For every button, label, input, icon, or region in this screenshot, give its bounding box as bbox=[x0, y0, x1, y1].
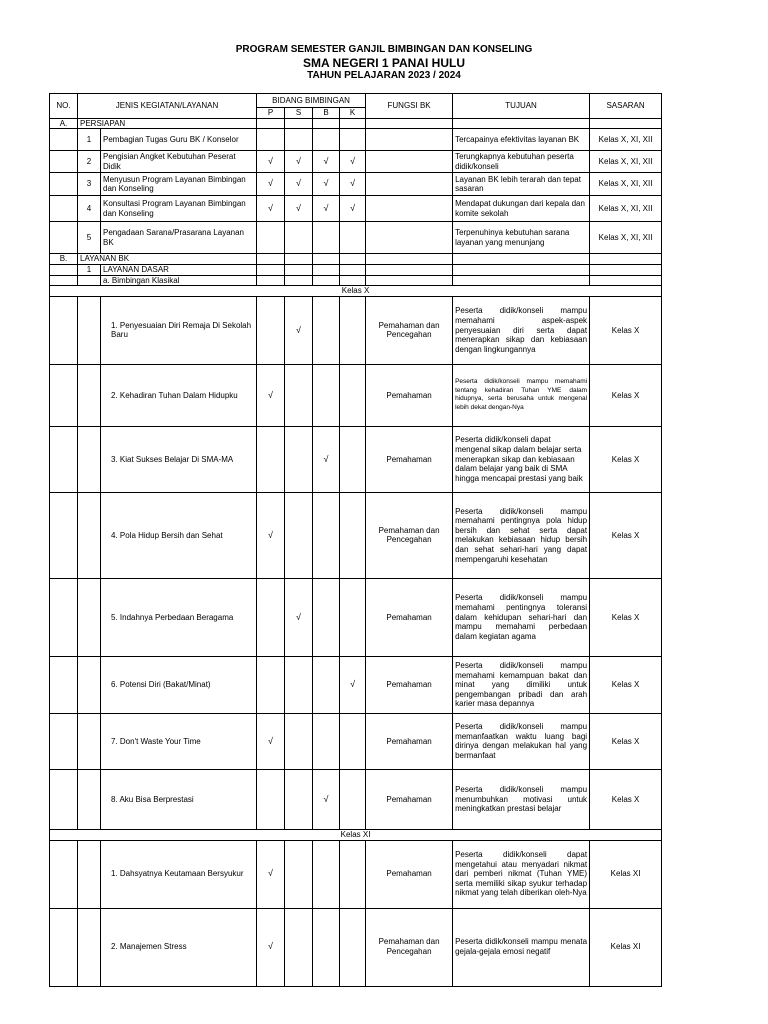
row-no: 1 bbox=[78, 129, 101, 151]
row-name: Pengadaan Sarana/Prasarana Layanan BK bbox=[101, 222, 257, 254]
row-name: 3. Kiat Sukses Belajar Di SMA-MA bbox=[101, 426, 257, 492]
col-p: P bbox=[257, 108, 285, 119]
row-name: Pembagian Tugas Guru BK / Konselor bbox=[101, 129, 257, 151]
academic-year: TAHUN PELAJARAN 2023 / 2024 bbox=[307, 70, 461, 81]
school-name: SMA NEGERI 1 PANAI HULU bbox=[302, 56, 465, 70]
table-row bbox=[50, 173, 662, 196]
table-row bbox=[50, 840, 662, 908]
table-row bbox=[50, 426, 662, 492]
subsection-title: a. Bimbingan Klasikal bbox=[101, 275, 257, 286]
row-sasaran: Kelas X bbox=[590, 713, 662, 769]
row-tujuan: Peserta didik/konseli mampu memahami kemampuan bakat dan minat yang dimiliki untuk pengembangan pribadi dan arah karier masa depannya bbox=[453, 656, 590, 713]
check-mark: √ bbox=[257, 151, 285, 173]
row-tujuan: Peserta didik/konseli mampu menata gejala-gejala emosi negatif bbox=[453, 908, 590, 986]
row-name: 6. Potensi Diri (Bakat/Minat) bbox=[101, 656, 257, 713]
row-name: 7. Don't Waste Your Time bbox=[101, 713, 257, 769]
col-k: K bbox=[340, 108, 366, 119]
section-row bbox=[50, 118, 662, 129]
check-mark: √ bbox=[340, 196, 366, 222]
table-row bbox=[50, 265, 662, 276]
check-mark: √ bbox=[257, 173, 285, 196]
check-mark: √ bbox=[257, 713, 285, 769]
row-fungsi: Pemahaman bbox=[366, 840, 453, 908]
check-mark: √ bbox=[257, 492, 285, 578]
row-sasaran: Kelas X bbox=[590, 296, 662, 364]
check-mark: √ bbox=[285, 151, 313, 173]
table-row bbox=[50, 492, 662, 578]
table-row bbox=[50, 151, 662, 173]
row-name: Menyusun Program Layanan Bimbingan dan Konseling bbox=[101, 173, 257, 196]
check-mark: √ bbox=[257, 908, 285, 986]
check-mark: √ bbox=[313, 196, 340, 222]
row-tujuan: Peserta didik/konseli mampu memahami pentingnya toleransi dalam kehidupan sehari-hari dan mampu memahami perbedaan dalam kegiatan agama bbox=[453, 578, 590, 656]
check-mark: √ bbox=[285, 296, 313, 364]
row-sasaran: Kelas X bbox=[590, 578, 662, 656]
col-b: B bbox=[313, 108, 340, 119]
col-tujuan: TUJUAN bbox=[453, 94, 590, 119]
row-sasaran: Kelas X bbox=[590, 769, 662, 829]
table-row bbox=[50, 296, 662, 364]
section-title: PERSIAPAN bbox=[78, 118, 257, 129]
check-mark: √ bbox=[313, 769, 340, 829]
table-row bbox=[50, 196, 662, 222]
col-fungsi: FUNGSI BK bbox=[366, 94, 453, 119]
table-row bbox=[50, 713, 662, 769]
row-tujuan: Peserta didik/konseli mampu menumbuhkan motivasi untuk meningkatkan prestasi belajar bbox=[453, 769, 590, 829]
row-tujuan: Tercapainya efektivitas layanan BK bbox=[453, 129, 590, 151]
table-row bbox=[50, 275, 662, 286]
table-row bbox=[50, 769, 662, 829]
table-row bbox=[50, 222, 662, 254]
row-tujuan: Peserta didik/konseli dapat mengetahui atau menyadari nikmat dari pemberi nikmat (Tuhan YME) serta memiliki sikap syukur terhadap nikmat yang telah diberikan oleh-Nya bbox=[453, 840, 590, 908]
table-row bbox=[50, 364, 662, 426]
col-s: S bbox=[285, 108, 313, 119]
check-mark: √ bbox=[285, 578, 313, 656]
program-table bbox=[49, 93, 662, 987]
check-mark: √ bbox=[340, 151, 366, 173]
row-tujuan: Terpenuhinya kebutuhan sarana layanan yang menunjang bbox=[453, 222, 590, 254]
check-mark: √ bbox=[340, 656, 366, 713]
row-fungsi: Pemahaman bbox=[366, 578, 453, 656]
row-fungsi: Pemahaman bbox=[366, 769, 453, 829]
check-mark: √ bbox=[340, 173, 366, 196]
row-fungsi: Pemahaman bbox=[366, 364, 453, 426]
row-tujuan: Peserta didik/konseli mampu memahami pentingnya pola hidup bersih dan sehat serta dapat melakukan kebiasaan hidup bersih dan sehat sehari-hari yang dapat mempengaruhi kesehatan bbox=[453, 492, 590, 578]
row-tujuan: Peserta didik/konseli mampu memahami aspek-aspek penyesuaian diri serta dapat menerapkan sikap dan kebiasaan dengan lingkungannya bbox=[453, 296, 590, 364]
check-mark: √ bbox=[285, 196, 313, 222]
row-sasaran: Kelas X bbox=[590, 656, 662, 713]
section-row bbox=[50, 254, 662, 265]
row-name: 4. Pola Hidup Bersih dan Sehat bbox=[101, 492, 257, 578]
row-fungsi: Pemahaman bbox=[366, 713, 453, 769]
row-name: 1. Dahsyatnya Keutamaan Bersyukur bbox=[101, 840, 257, 908]
row-fungsi: Pemahaman dan Pencegahan bbox=[366, 296, 453, 364]
row-fungsi: Pemahaman bbox=[366, 426, 453, 492]
table-row bbox=[50, 908, 662, 986]
table-row bbox=[50, 578, 662, 656]
col-bidang: BIDANG BIMBINGAN bbox=[257, 94, 366, 108]
row-sasaran: Kelas X bbox=[590, 364, 662, 426]
check-mark: √ bbox=[285, 173, 313, 196]
section-letter: A. bbox=[50, 118, 78, 129]
kelas-band: Kelas XI bbox=[50, 829, 662, 840]
row-sasaran: Kelas X, XI, XII bbox=[590, 151, 662, 173]
row-tujuan: Peserta didik/konseli mampu memanfaatkan waktu luang bagi dirinya dengan melakukan hal yang bermanfaat bbox=[453, 713, 590, 769]
row-tujuan: Layanan BK lebih terarah dan tepat sasaran bbox=[453, 173, 590, 196]
row-sasaran: Kelas X bbox=[590, 492, 662, 578]
doc-title: PROGRAM SEMESTER GANJIL BIMBINGAN DAN KONSELING bbox=[235, 44, 533, 55]
row-no: 5 bbox=[78, 222, 101, 254]
table-row bbox=[50, 129, 662, 151]
row-fungsi: Pemahaman bbox=[366, 656, 453, 713]
row-name: 8. Aku Bisa Berprestasi bbox=[101, 769, 257, 829]
check-mark: √ bbox=[313, 173, 340, 196]
row-fungsi: Pemahaman dan Pencegahan bbox=[366, 908, 453, 986]
row-sasaran: Kelas X, XI, XII bbox=[590, 196, 662, 222]
row-name: 1. Penyesuaian Diri Remaja Di Sekolah Baru bbox=[101, 296, 257, 364]
row-no: 1 bbox=[78, 265, 101, 276]
band-row bbox=[50, 829, 662, 840]
kelas-band: Kelas X bbox=[50, 286, 662, 297]
row-sasaran: Kelas XI bbox=[590, 908, 662, 986]
row-sasaran: Kelas X, XI, XII bbox=[590, 173, 662, 196]
row-name: 2. Manajemen Stress bbox=[101, 908, 257, 986]
row-fungsi: Pemahaman dan Pencegahan bbox=[366, 492, 453, 578]
section-letter: B. bbox=[50, 254, 78, 265]
row-tujuan: Peserta didik/konseli dapat mengenal sikap dalam belajar serta menerapkan sikap dan kebiasaan dalam belajar yang baik di SMA hingga mencapai prestasi yang baik bbox=[453, 426, 590, 492]
row-no: 3 bbox=[78, 173, 101, 196]
section-title: LAYANAN BK bbox=[78, 254, 257, 265]
check-mark: √ bbox=[313, 426, 340, 492]
check-mark: √ bbox=[313, 151, 340, 173]
check-mark: √ bbox=[257, 364, 285, 426]
check-mark: √ bbox=[257, 196, 285, 222]
row-sasaran: Kelas X, XI, XII bbox=[590, 129, 662, 151]
row-tujuan: Terungkapnya kebutuhan peserta didik/konseli bbox=[453, 151, 590, 173]
col-no: NO. bbox=[50, 94, 78, 119]
row-name: 2. Kehadiran Tuhan Dalam Hidupku bbox=[101, 364, 257, 426]
row-no: 4 bbox=[78, 196, 101, 222]
table-row bbox=[50, 656, 662, 713]
row-tujuan: Mendapat dukungan dari kepala dan komite sekolah bbox=[453, 196, 590, 222]
check-mark: √ bbox=[257, 840, 285, 908]
row-sasaran: Kelas X bbox=[590, 426, 662, 492]
subsection-title: LAYANAN DASAR bbox=[101, 265, 257, 276]
row-sasaran: Kelas X, XI, XII bbox=[590, 222, 662, 254]
col-jenis: JENIS KEGIATAN/LAYANAN bbox=[78, 94, 257, 119]
row-name: Pengisian Angket Kebutuhan Peserat Didik bbox=[101, 151, 257, 173]
row-name: 5. Indahnya Perbedaan Beragama bbox=[101, 578, 257, 656]
col-sasaran: SASARAN bbox=[590, 94, 662, 119]
band-row bbox=[50, 286, 662, 297]
row-tujuan: Peserta didik/konseli mampu memahami tentang kehadiran Tuhan YME dalam hidupnya, serta berusaha untuk mengenal lebih dekat dengan-Nya bbox=[453, 364, 590, 426]
row-name: Konsultasi Program Layanan Bimbingan dan Konseling bbox=[101, 196, 257, 222]
row-no: 2 bbox=[78, 151, 101, 173]
row-sasaran: Kelas XI bbox=[590, 840, 662, 908]
